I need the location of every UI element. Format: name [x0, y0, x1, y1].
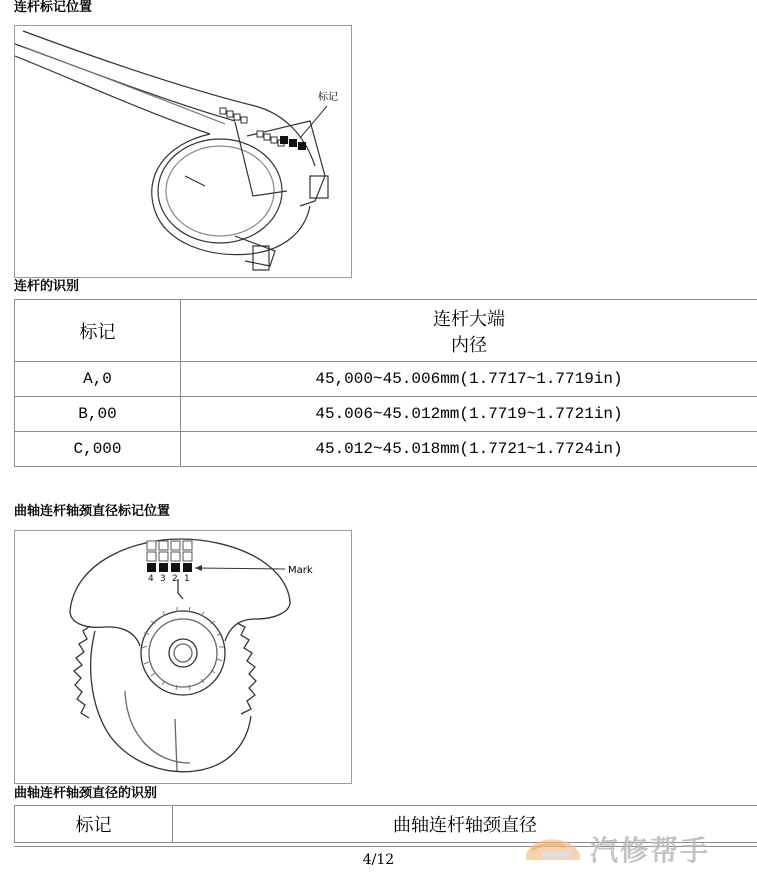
watermark-text: 汽修帮手 [590, 834, 711, 867]
page-number: 4/12 [362, 852, 395, 868]
header-inner-diameter [181, 300, 757, 362]
header-mark: 标记 [15, 806, 173, 843]
table-header-row [15, 300, 757, 362]
header-journal-diameter: 曲轴连杆轴颈直径 [173, 806, 757, 843]
header-mark: 标记 [15, 300, 181, 362]
journal-digit: 4 [148, 574, 154, 584]
header-inner-diameter-line2: 内径 [451, 334, 487, 356]
connecting-rod-figure [14, 25, 352, 278]
journal-digit: 2 [172, 574, 178, 584]
table-row [15, 432, 757, 467]
crankshaft-drawing [15, 531, 351, 783]
journal-digit: 1 [184, 574, 190, 584]
section-title-rod-mark-position: 连杆标记位置 [14, 0, 93, 15]
section-title-rod-identification: 连杆的识别 [14, 279, 80, 294]
rod-identification-table [14, 299, 757, 467]
crankshaft-figure [14, 530, 352, 784]
row-value: 45,000~45.006mm(1.7717~1.7719in) [181, 362, 757, 397]
row-mark: C,000 [15, 432, 181, 467]
rod-mark-squares [280, 136, 306, 150]
section-title-journal-mark-position: 曲轴连杆轴颈直径标记位置 [14, 504, 171, 519]
row-mark: B,00 [15, 397, 181, 432]
rod-mark-callout-label: 标记 [318, 92, 338, 103]
connecting-rod-drawing [15, 26, 351, 277]
row-value: 45.006~45.012mm(1.7719~1.7721in) [181, 397, 757, 432]
watermark [522, 829, 757, 869]
journal-digit: 3 [160, 574, 166, 584]
journal-mark-callout-label: Mark [288, 565, 313, 576]
section-title-journal-identification: 曲轴连杆轴颈直径的识别 [14, 786, 158, 801]
header-inner-diameter-line1: 连杆大端 [433, 308, 505, 330]
journal-mark-squares [147, 563, 192, 572]
car-logo-icon [522, 832, 584, 866]
table-row [15, 397, 757, 432]
table-row [15, 362, 757, 397]
row-value: 45.012~45.018mm(1.7721~1.7724in) [181, 432, 757, 467]
row-mark: A,0 [15, 362, 181, 397]
